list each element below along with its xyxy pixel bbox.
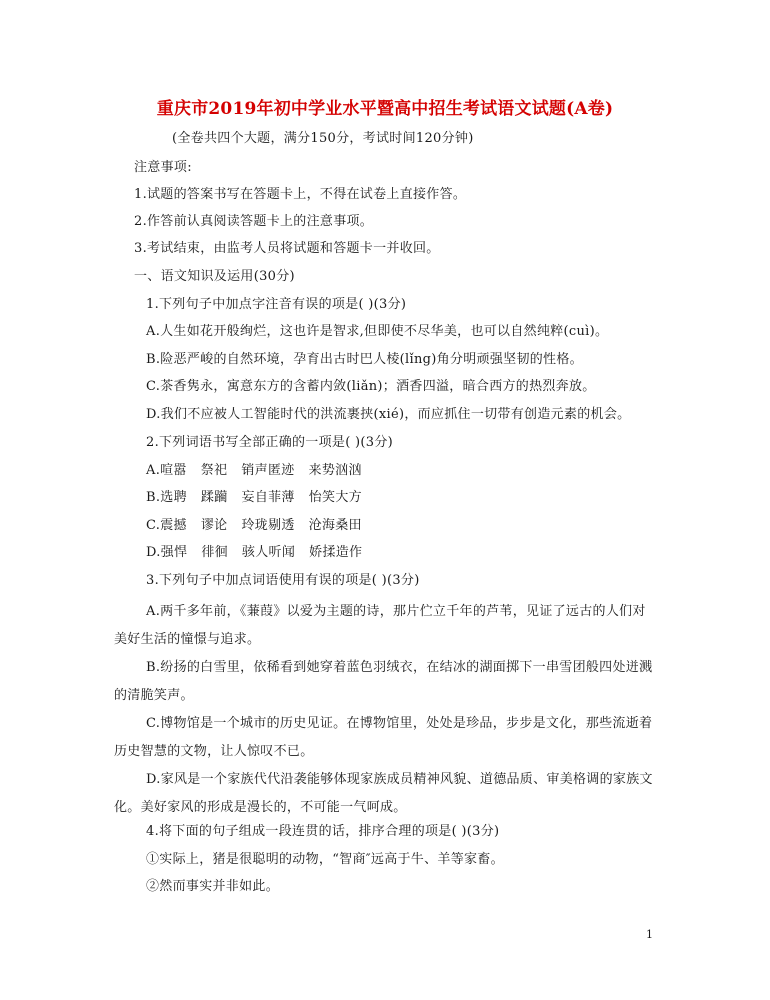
question-stem: 2.下列词语书写全部正确的一项是( )(3分) [146, 435, 393, 450]
word-option [146, 489, 376, 507]
exam-title: 重庆市2019年初中学业水平暨高中招生考试语文试题(A卷) [156, 99, 614, 119]
word: 徘徊 [201, 545, 228, 560]
question-stem: 4.将下面的句子组成一段连贯的话，排序合理的项是( )(3分) [146, 824, 500, 839]
word: 震撼 [160, 518, 187, 533]
word: 祭祀 [200, 463, 228, 478]
sentence-item: ①实际上，猪是很聪明的动物，“智商″远高于牛、羊等家畜。 [146, 852, 504, 867]
sentence-item: ②然而事实并非如此。 [146, 879, 280, 894]
option-letter: B. [146, 490, 161, 505]
word: 强悍 [160, 545, 188, 560]
question-option: D.我们不应被人工智能时代的洪流裹挟(xié)，而应抓住一切带有创造元素的机会。 [146, 407, 631, 422]
question-option: B.险恶严峻的自然环境，孕育出古时巴人棱(lǐng)角分明顽强坚韧的性格。 [146, 352, 583, 367]
word: 选聘 [160, 490, 187, 505]
exam-subtitle: (全卷共四个大题，满分150分，考试时间120分钟) [172, 131, 474, 146]
word: 蹂躏 [200, 490, 228, 505]
notes-heading: 注意事项: [134, 160, 192, 175]
word: 来势汹汹 [308, 463, 362, 478]
word-option [146, 462, 376, 480]
option-letter: C. [146, 518, 161, 533]
question-option: D.家风是一个家族代代沿袭能够体现家族成员精神风貌、道德品质、审美格调的家族文化。美好家风的形成是漫长的，不可能一气呵成。 [114, 772, 653, 815]
section-heading: 一、语文知识及运用(30分) [134, 269, 295, 284]
word: 销声匿迹 [241, 463, 295, 478]
question-stem: 3.下列句子中加点词语使用有误的项是( )(3分) [146, 573, 420, 588]
question-option: A.人生如花开般绚烂，这也许是智求,但即使不尽华美，也可以自然纯粹(cuì)。 [146, 324, 609, 339]
word: 娇揉造作 [309, 545, 363, 560]
question-option: C.博物馆是一个城市的历史见证。在博物馆里，处处是珍品，步步是文化，那些流逝着历史智慧的文物，让人惊叹不已。 [114, 716, 653, 759]
word: 喧嚣 [160, 463, 187, 478]
note-item: 2.作答前认真阅读答题卡上的注意事项。 [134, 214, 374, 229]
word-option [146, 544, 376, 562]
note-item: 3.考试结束，由监考人员将试题和答题卡一并收回。 [134, 241, 440, 256]
note-item: 1.试题的答案书写在答题卡上，不得在试卷上直接作答。 [134, 187, 467, 202]
word-option [146, 517, 376, 535]
question-option: C.茶香隽永，寓意东方的含蓄内敛(liǎn)；酒香四溢，暗合西方的热烈奔放。 [146, 379, 596, 394]
option-letter: D. [146, 545, 161, 560]
word: 骇人听闻 [241, 545, 296, 560]
page-number: 1 [646, 928, 653, 941]
question-option: A.两千多年前，《蒹葭》以爱为主题的诗，那片伫立千年的芦苇，见证了远古的人们对美好生活的憧憬与追求。 [114, 604, 646, 647]
word: 怡笑大方 [308, 490, 362, 505]
question-option: B.纷扬的白雪里，依稀看到她穿着蓝色羽绒衣，在结冰的湖面掷下一串雪团般四处迸溅的清脆笑声。 [114, 660, 653, 703]
word: 妄自菲薄 [241, 490, 295, 505]
word: 玲珑剔透 [241, 518, 295, 533]
word: 沧海桑田 [308, 518, 362, 533]
option-letter: A. [146, 463, 161, 478]
word: 谬论 [200, 518, 228, 533]
question-stem: 1.下列句子中加点字注音有误的项是( )(3分) [146, 297, 407, 312]
